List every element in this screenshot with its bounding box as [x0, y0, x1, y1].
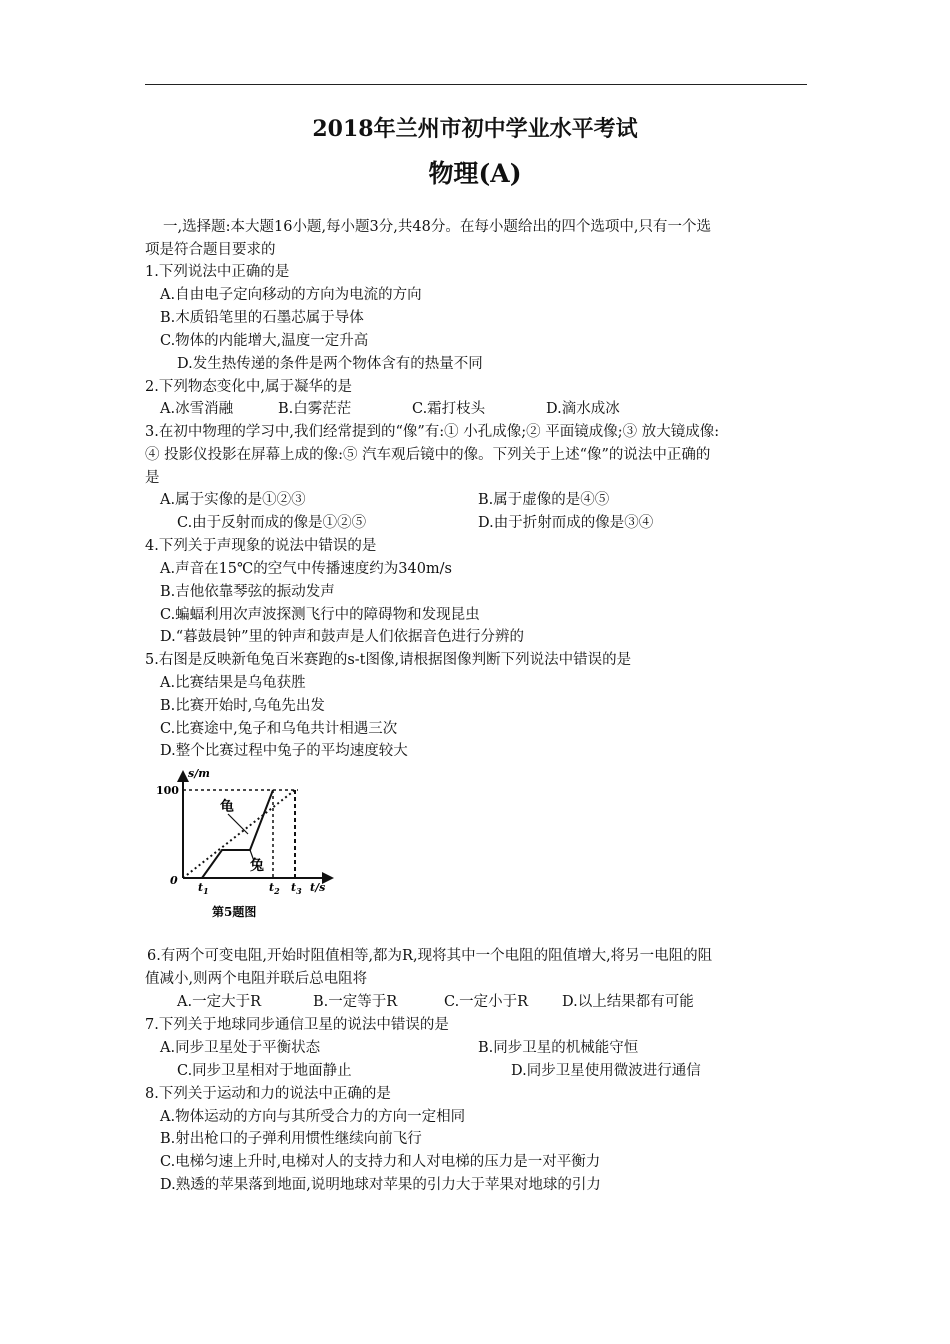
q5-option-a: A.比赛结果是乌龟获胜: [160, 675, 306, 691]
q7-option-c: C.同步卫星相对于地面静止: [177, 1063, 352, 1079]
q6-option-d: D.以上结果都有可能: [562, 994, 694, 1010]
q8-option-c: C.电梯匀速上升时,电梯对人的支持力和人对电梯的压力是一对平衡力: [160, 1154, 601, 1170]
page-subtitle: 物理(A): [428, 159, 522, 188]
t1-label: $t_1$: [198, 881, 209, 896]
q7-option-b: B.同步卫星的机械能守恒: [478, 1040, 639, 1056]
y-axis-label: s/m: [188, 768, 210, 780]
q4-option-d: D.“暮鼓晨钟”里的钟声和鼓声是人们依据音色进行分辨的: [160, 629, 525, 645]
q2-option-a: A.冰雪消融: [160, 401, 234, 417]
q3-stem: 3.在初中物理的学习中,我们经常提到的“像”有:① 小孔成像;② 平面镜成像;③ 放大镜成像:: [145, 424, 720, 440]
page-title: 2018年兰州市初中学业水平考试: [312, 116, 638, 142]
q8-stem: 8.下列关于运动和力的说法中正确的是: [145, 1086, 391, 1102]
rabbit-label: 兔: [250, 858, 264, 874]
q3-stem-cont: ④ 投影仪投影在屏幕上成的像:⑤ 汽车观后镜中的像。下列关于上述“像”的说法中正确的: [145, 447, 711, 463]
q8-option-b: B.射出枪口的子弹利用惯性继续向前飞行: [160, 1131, 422, 1147]
q1-option-a: A.自由电子定向移动的方向为电流的方向: [160, 287, 422, 303]
q3-option-a: A.属于实像的是①②③: [160, 492, 306, 508]
q3-option-b: B.属于虚像的是④⑤: [478, 492, 610, 508]
q2-option-c: C.霜打枝头: [412, 401, 486, 417]
q6-option-b: B.一定等于R: [313, 994, 398, 1010]
top-rule: [145, 84, 807, 85]
q5-stem: 5.右图是反映新龟兔百米赛跑的s-t图像,请根据图像判断下列说法中错误的是: [145, 652, 632, 668]
q7-option-a: A.同步卫星处于平衡状态: [160, 1040, 321, 1056]
q2-option-b: B.白雾茫茫: [278, 401, 352, 417]
q4-option-c: C.蝙蝠利用次声波探测飞行中的障碍物和发现昆虫: [160, 607, 480, 623]
q6-stem-cont: 值减小,则两个电阻并联后总电阻将: [145, 971, 368, 987]
t3-label: $t_3$: [291, 881, 302, 896]
q8-option-a: A.物体运动的方向与其所受合力的方向一定相同: [160, 1109, 466, 1125]
figure-caption: 第5题图: [212, 905, 257, 919]
turtle-line: [183, 790, 295, 878]
q2-option-d: D.滴水成冰: [546, 401, 620, 417]
q8-option-d: D.熟透的苹果落到地面,说明地球对苹果的引力大于苹果对地球的引力: [160, 1177, 601, 1193]
q2-stem: 2.下列物态变化中,属于凝华的是: [145, 379, 352, 395]
q5-option-c: C.比赛途中,兔子和乌龟共计相遇三次: [160, 721, 398, 737]
q4-option-b: B.吉他依靠琴弦的振动发声: [160, 584, 335, 600]
q1-stem: 1.下列说法中正确的是: [145, 264, 290, 280]
q3-option-c: C.由于反射而成的像是①②⑤: [177, 515, 367, 531]
q6-stem: 6.有两个可变电阻,开始时阻值相等,都为R,现将其中一个电阻的阻值增大,将另一电阻的阻: [147, 948, 713, 964]
q4-option-a: A.声音在15℃的空气中传播速度约为340m/s: [160, 561, 453, 577]
y-tick-100: 100: [156, 784, 179, 797]
turtle-label: 龟: [220, 799, 234, 815]
x-axis-label: t/s: [310, 881, 326, 894]
turtle-pointer: [228, 814, 248, 834]
q6-option-c: C.一定小于R: [444, 994, 529, 1010]
q5-option-d: D.整个比赛过程中兔子的平均速度较大: [160, 743, 408, 759]
q1-option-c: C.物体的内能增大,温度一定升高: [160, 333, 369, 349]
q6-option-a: A.一定大于R: [177, 994, 261, 1010]
st-graph-figure: [150, 768, 345, 923]
q3-option-d: D.由于折射而成的像是③④: [478, 515, 654, 531]
section-instruction-cont: 项是符合题目要求的: [145, 242, 276, 258]
q7-stem: 7.下列关于地球同步通信卫星的说法中错误的是: [145, 1017, 449, 1033]
q1-option-b: B.木质铅笔里的石墨芯属于导体: [160, 310, 364, 326]
section-instruction: 一,选择题:本大题16小题,每小题3分,共48分。在每小题给出的四个选项中,只有一个选: [163, 219, 711, 235]
q4-stem: 4.下列关于声现象的说法中错误的是: [145, 538, 377, 554]
q5-option-b: B.比赛开始时,乌龟先出发: [160, 698, 325, 714]
q3-stem-end: 是: [145, 470, 160, 486]
q1-option-d: D.发生热传递的条件是两个物体含有的热量不同: [177, 356, 483, 372]
origin-label: 0: [170, 874, 178, 887]
t2-label: $t_2$: [269, 881, 280, 896]
q7-option-d: D.同步卫星使用微波进行通信: [511, 1063, 701, 1079]
